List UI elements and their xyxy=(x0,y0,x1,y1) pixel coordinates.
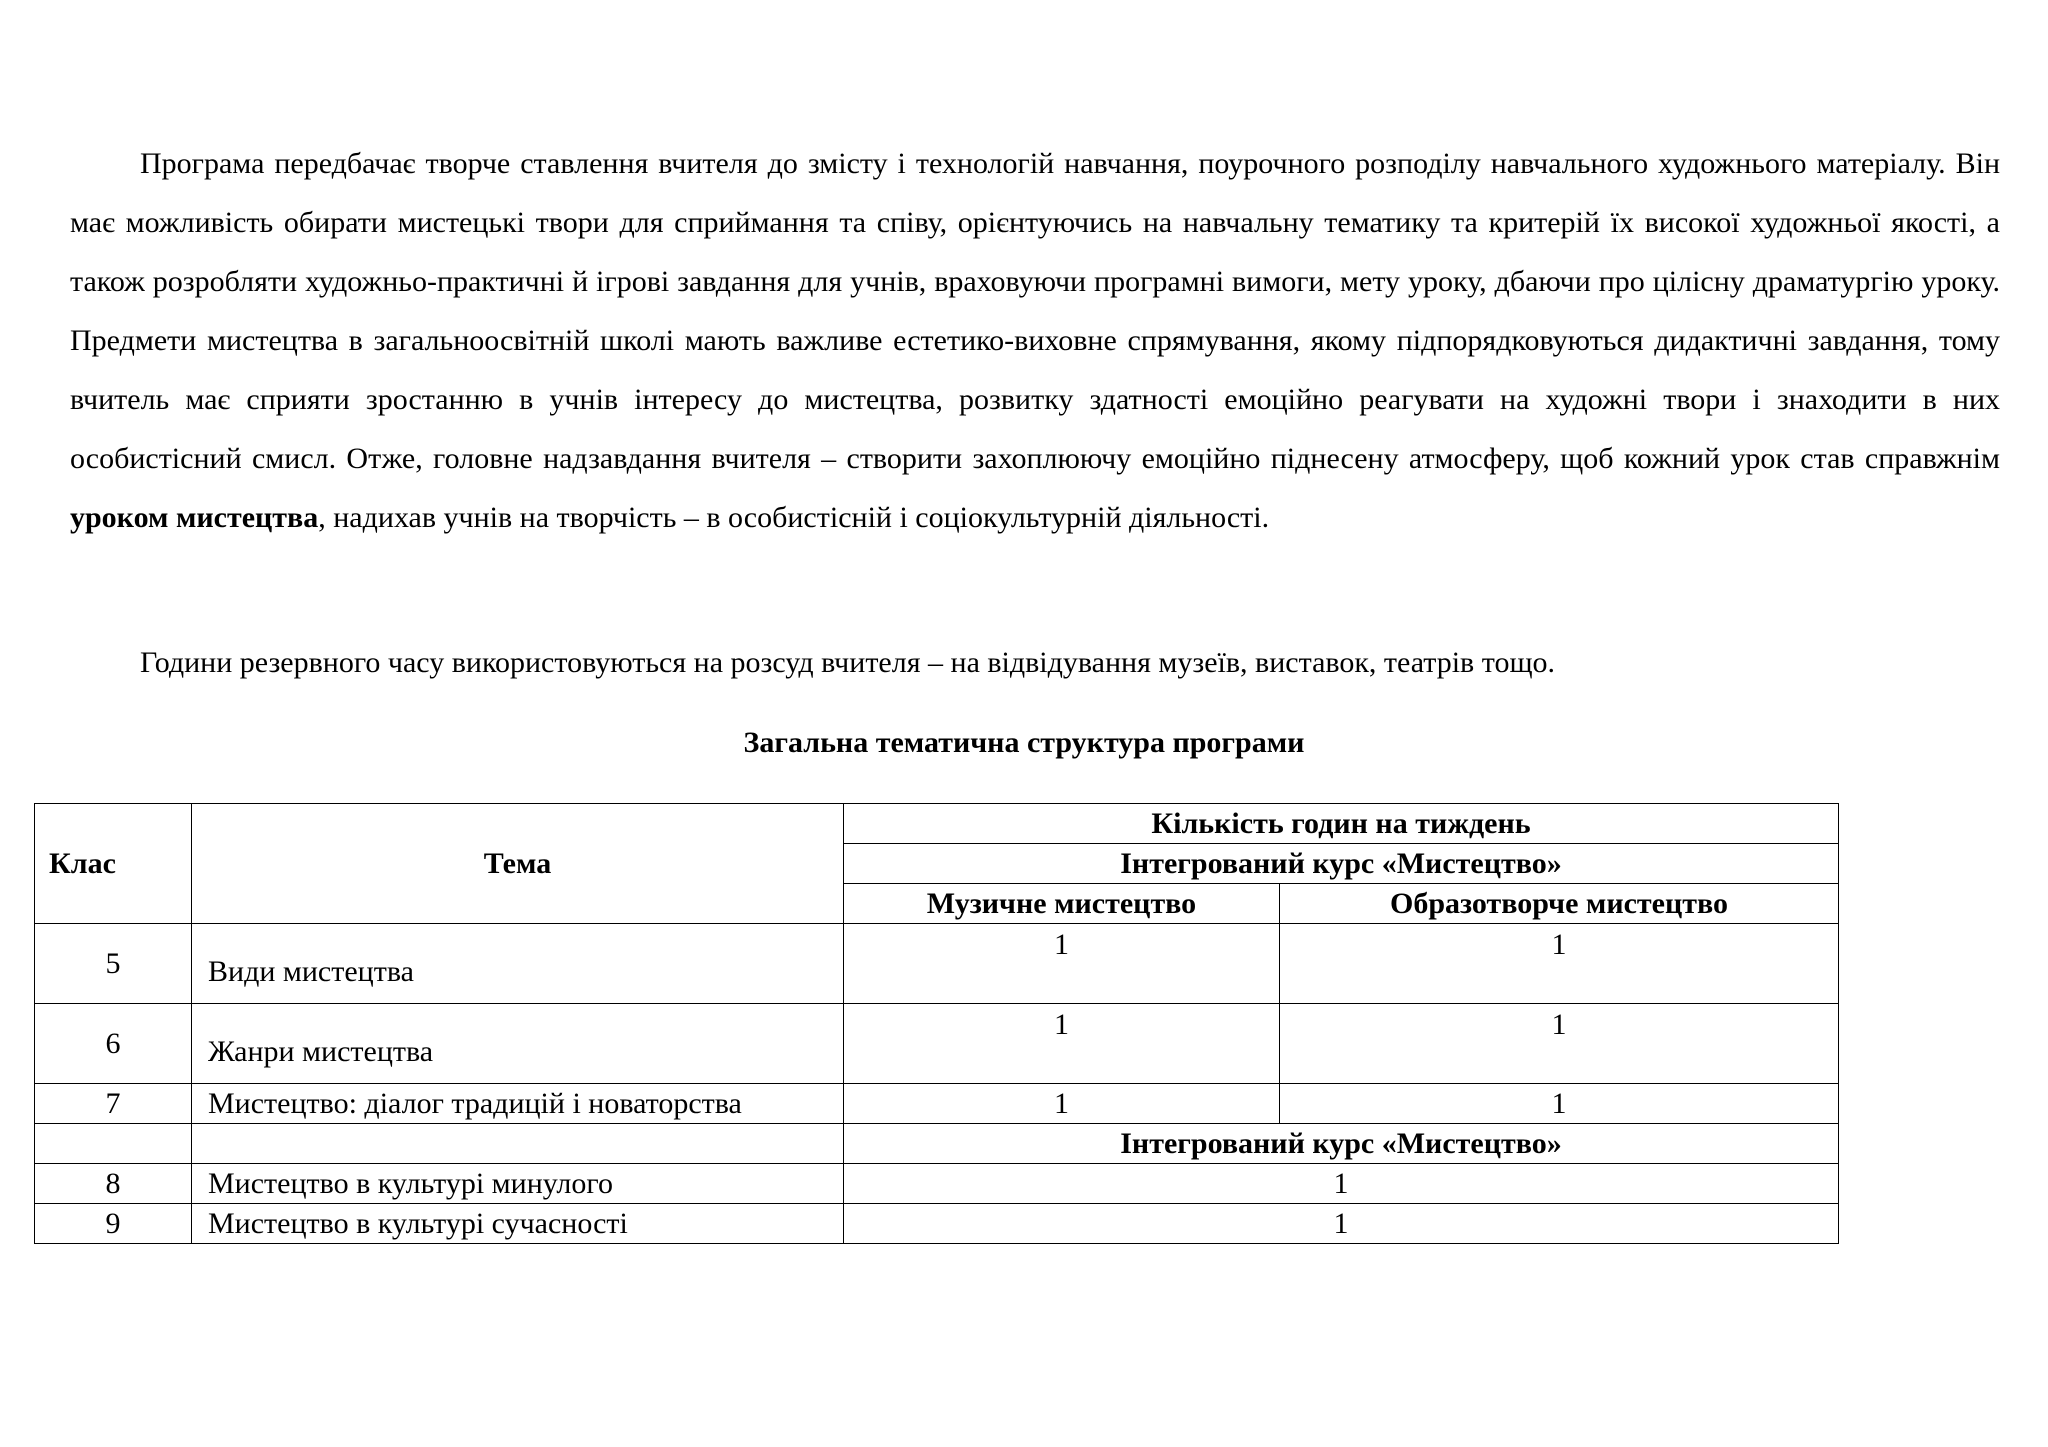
paragraph-text: Програма передбачає творче ставлення вчителя до змісту і технологій навчання, поурочного розподілу навчального художнього матеріалу. Він має можливість обирати мистецькі твори для сприймання та співу, орієнтуючись на навчальну тематику та критерій їх високої художньої якості, а також розробляти художньо-практичні й ігрові завдання для учнів, враховуючи програмні вимоги, мету уроку, дбаючи про цілісну драматургію уроку. Предмети мистецтва в загальноосвітній школі мають важливе естетико-виховне спрямування, якому підпорядковуються дидактичні завдання, тому вчитель має сприяти зростанню в учнів інтересу до мистецтва, розвитку здатності емоційно реагувати на художні твори і знаходити в них особистісний смисл. Отже, головне надзавдання вчителя – створити захоплюючу емоційно піднесену атмосферу, щоб кожний урок став справжнім xyxy=(70,147,2000,475)
paragraph-reserve-hours: Години резервного часу використовуються на розсуд вчителя – на відвідування музеїв, виставок, театрів тощо. xyxy=(140,646,1556,679)
cell-class: 7 xyxy=(35,1084,192,1124)
cell-topic: Мистецтво: діалог традицій і новаторства xyxy=(192,1084,844,1124)
header-hours-per-week: Кількість годин на тиждень xyxy=(844,804,1839,844)
cell-topic: Жанри мистецтва xyxy=(192,1004,844,1084)
thematic-structure-table xyxy=(34,803,1839,1244)
cell-integrated-hours: 1 xyxy=(844,1164,1839,1204)
cell-class: 9 xyxy=(35,1204,192,1244)
header-topic: Тема xyxy=(192,804,844,924)
cell-topic: Види мистецтва xyxy=(192,924,844,1004)
header-integrated-course: Інтегрований курс «Мистецтво» xyxy=(844,844,1839,884)
cell-visual-art-hours: 1 xyxy=(1280,924,1839,1004)
cell-visual-art-hours: 1 xyxy=(1280,1004,1839,1084)
cell-topic: Мистецтво в культурі сучасності xyxy=(192,1204,844,1244)
header-row-1 xyxy=(35,804,1839,844)
header-music: Музичне мистецтво xyxy=(844,884,1280,924)
cell-music-hours: 1 xyxy=(844,1084,1280,1124)
table-row xyxy=(35,1084,1839,1124)
table-row xyxy=(35,1004,1839,1084)
cell-music-hours: 1 xyxy=(844,1004,1280,1084)
cell-music-hours: 1 xyxy=(844,924,1280,1004)
table-title: Загальна тематична структура програми xyxy=(743,726,1305,759)
header-visual-art: Образотворче мистецтво xyxy=(1280,884,1839,924)
integrated-course-header: Інтегрований курс «Мистецтво» xyxy=(844,1124,1839,1164)
bold-phrase: уроком мистецтва xyxy=(70,501,319,534)
empty-cell xyxy=(192,1124,844,1164)
cell-integrated-hours: 1 xyxy=(844,1204,1839,1244)
table-row xyxy=(35,1204,1839,1244)
cell-visual-art-hours: 1 xyxy=(1280,1084,1839,1124)
cell-class: 5 xyxy=(35,924,192,1004)
paragraph-text-end: , надихав учнів на творчість – в особистісній і соціокультурній діяльності. xyxy=(318,501,1270,534)
cell-topic: Мистецтво в культурі минулого xyxy=(192,1164,844,1204)
table-row xyxy=(35,1164,1839,1204)
cell-class: 8 xyxy=(35,1164,192,1204)
paragraph-program-description xyxy=(70,134,2000,547)
empty-cell xyxy=(35,1124,192,1164)
integrated-header-row xyxy=(35,1124,1839,1164)
table-row xyxy=(35,924,1839,1004)
cell-class: 6 xyxy=(35,1004,192,1084)
header-class: Клас xyxy=(35,804,192,924)
